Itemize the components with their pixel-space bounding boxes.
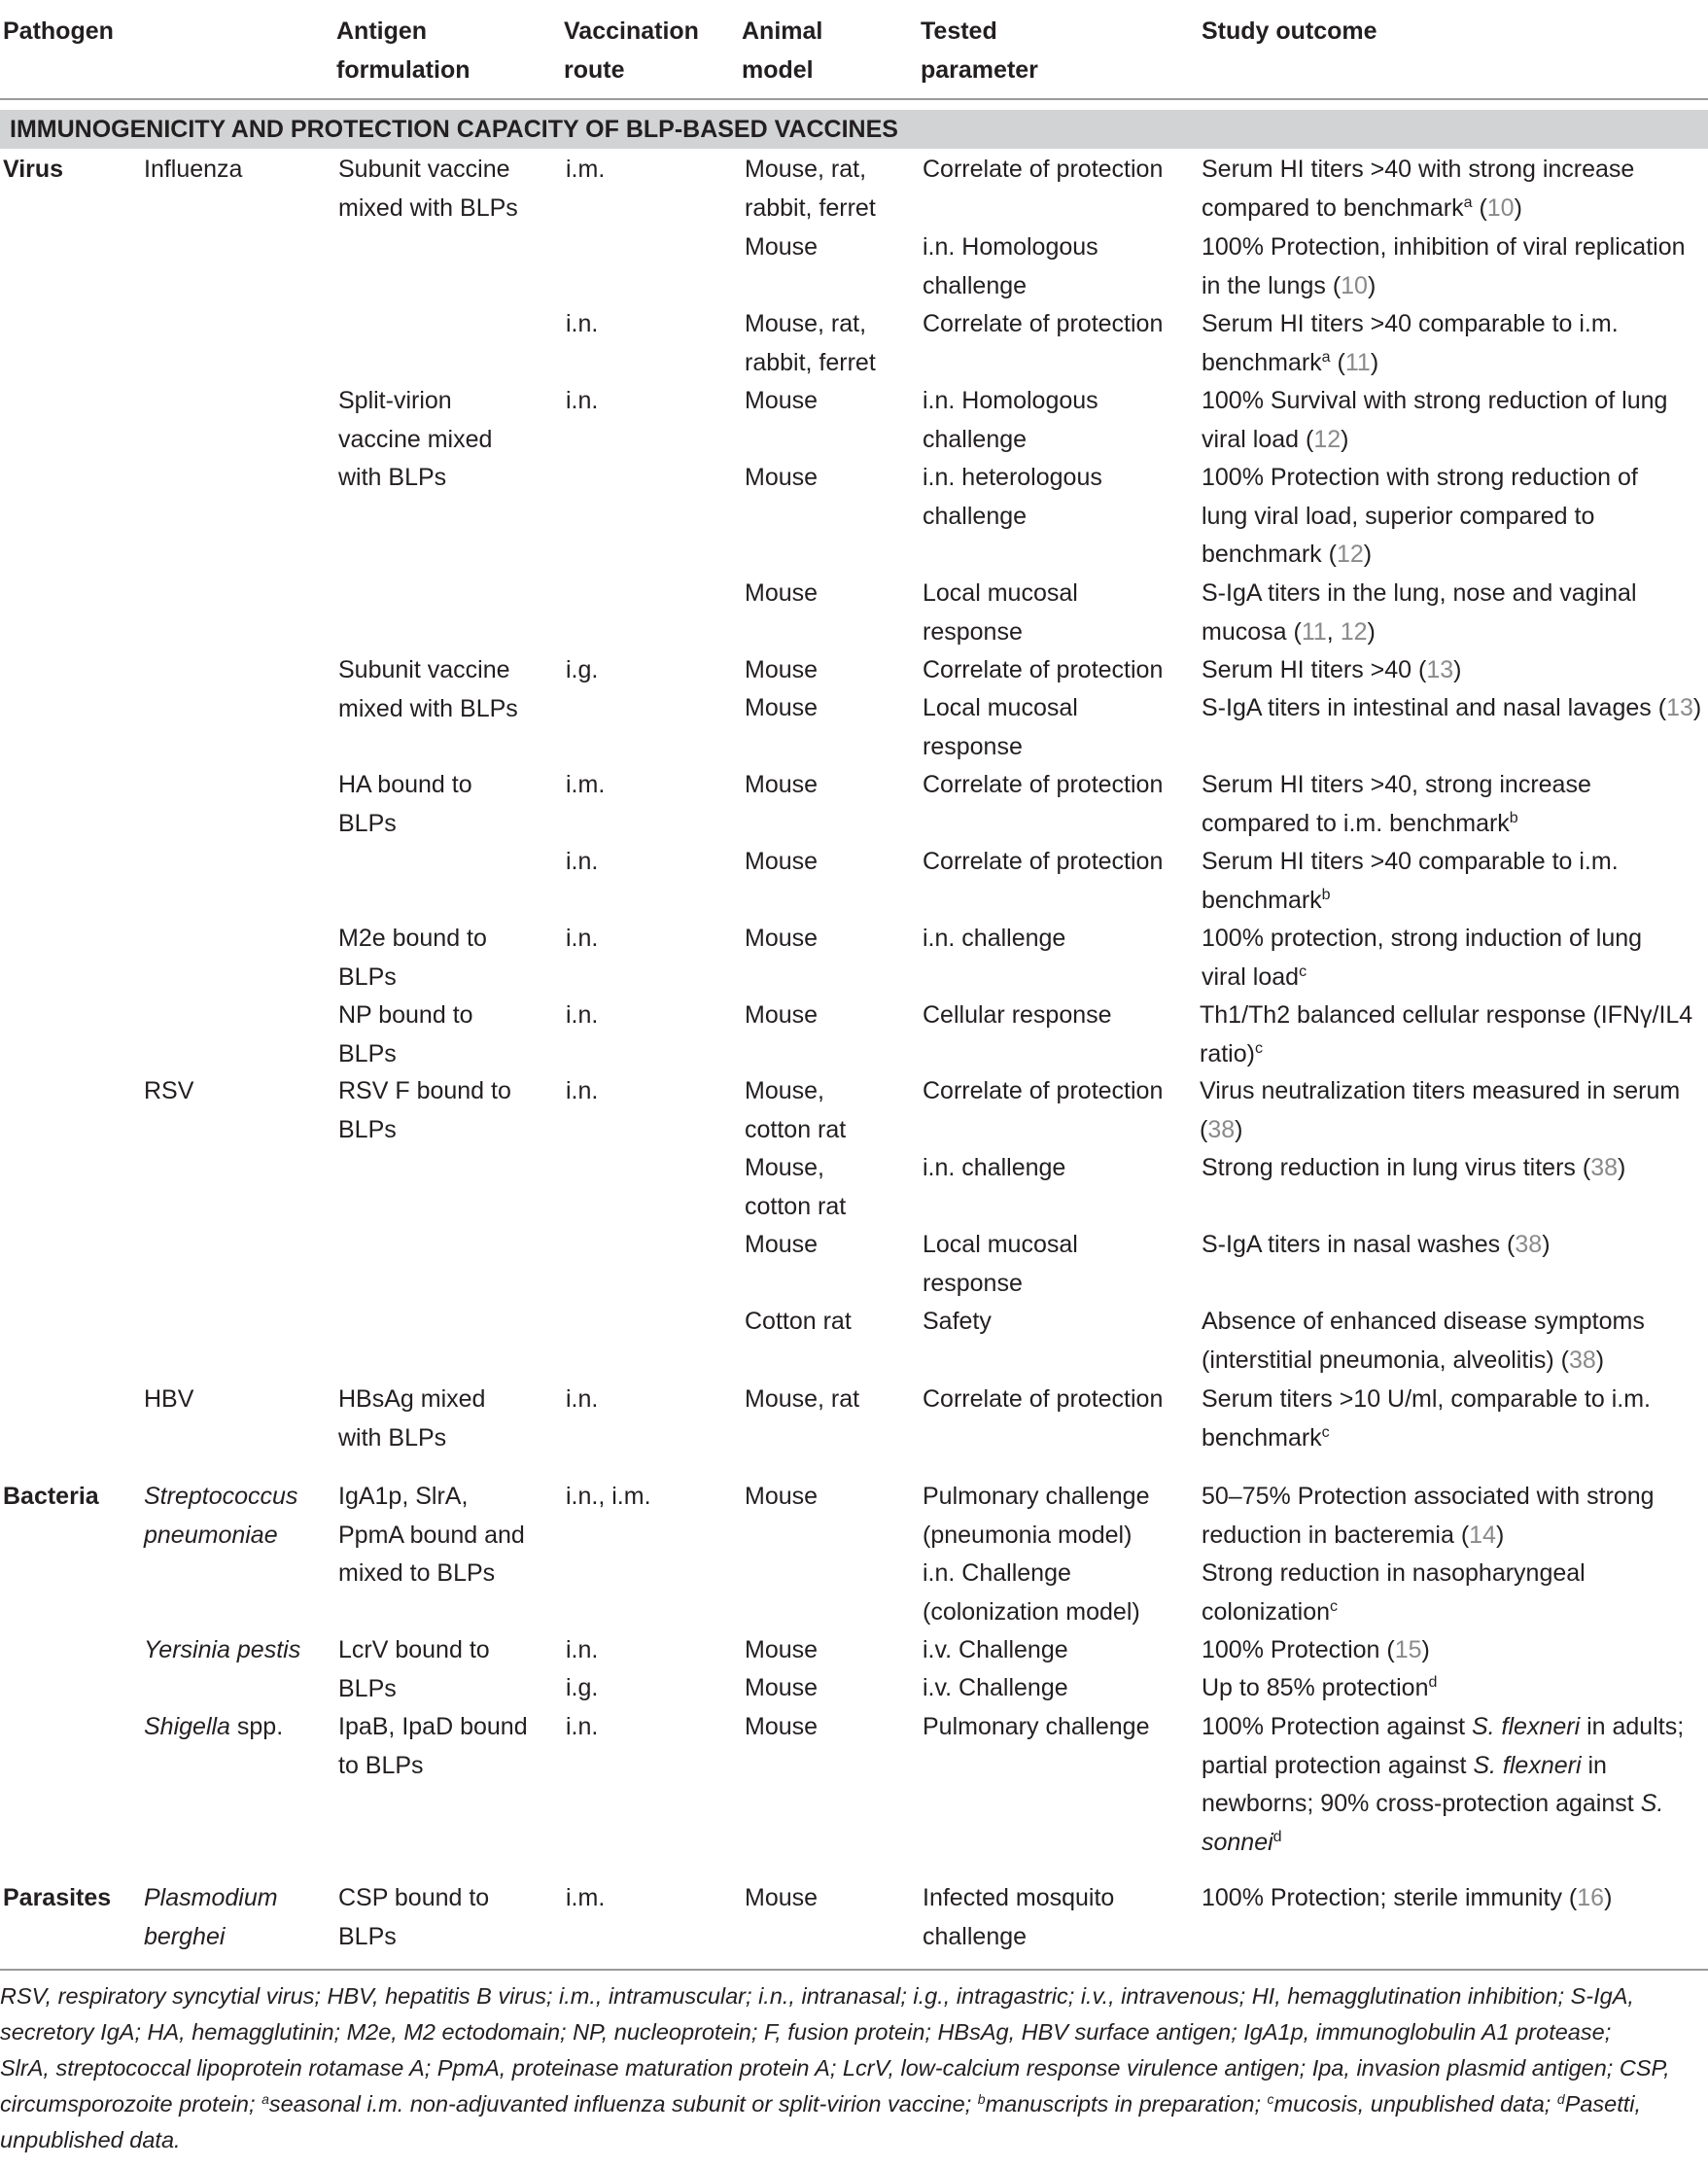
outcome-cell: 100% Protection; sterile immunity (16) [1202,1884,1613,1911]
model-cell: Mouse [745,579,819,607]
outcome-cell: Strong reduction in lung virus titers (38) [1202,1154,1626,1181]
pathogen-streptococcus: Streptococcus pneumoniae [144,1483,298,1549]
model-cell: Mouse, cotton rat [745,1154,847,1220]
route-cell: i.m. [566,1884,606,1911]
model-cell: Mouse, rat, rabbit, ferret [745,310,876,376]
outcome-cell: S-IgA titers in nasal washes (38) [1202,1231,1551,1258]
outcome-cell: Serum HI titers >40 (13) [1202,656,1462,683]
model-cell: Mouse [745,694,819,721]
parameter-cell: Infected mosquito challenge [923,1884,1115,1950]
model-cell: Mouse [745,1231,819,1258]
parameter-cell: i.n. Challenge (colonization model) [923,1559,1140,1626]
model-cell: Mouse [745,771,819,798]
route-cell: i.g. [566,656,599,683]
outcome-cell: 100% Protection with strong reduction of lung viral load, superior compared to benchmark (12) [1202,464,1638,568]
model-cell: Mouse, rat [745,1385,860,1413]
pathogen-shigella: Shigella spp. [144,1713,284,1740]
outcome-cell: Virus neutralization titers measured in serum (38) [1200,1077,1681,1143]
section-title: IMMUNOGENICITY AND PROTECTION CAPACITY OF BLP-BASED VACCINES [10,116,898,143]
parameter-cell: i.v. Challenge [923,1636,1068,1663]
parameter-cell: Pulmonary challenge [923,1713,1150,1740]
model-cell: Mouse [745,1636,819,1663]
route-cell: i.n. [566,387,599,414]
header-vaccination-route: Vaccination route [564,17,699,84]
antigen-m2e: M2e bound to BLPs [338,925,487,991]
parameter-cell: Correlate of protection [923,1385,1164,1413]
route-cell: i.m. [566,771,606,798]
route-cell: i.n., i.m. [566,1483,651,1510]
parameter-cell: Correlate of protection [923,156,1164,183]
model-cell: Mouse [745,1884,819,1911]
parameter-cell: i.v. Challenge [923,1674,1068,1701]
model-cell: Mouse [745,1483,819,1510]
outcome-cell: Absence of enhanced disease symptoms (interstitial pneumonia, alveolitis) (38) [1202,1308,1645,1374]
outcome-cell: 100% Protection, inhibition of viral replication in the lungs (10) [1202,233,1686,299]
antigen-subunit-mixed: Subunit vaccine mixed with BLPs [338,156,518,222]
outcome-cell: Serum HI titers >40 with strong increase compared to benchmark$^a$ (10) [1202,156,1635,222]
pathogen-influenza: Influenza [144,156,243,183]
model-cell: Mouse [745,656,819,683]
parameter-cell: i.n. challenge [923,1154,1066,1181]
route-cell: i.n. [566,848,599,875]
parameter-cell: Correlate of protection [923,656,1164,683]
outcome-cell: Up to 85% protection$^d$ [1202,1674,1438,1701]
route-cell: i.n. [566,925,599,952]
outcome-cell: 50–75% Protection associated with strong reduction in bacteremia (14) [1202,1483,1655,1549]
model-cell: Mouse [745,387,819,414]
outcome-cell: S-IgA titers in the lung, nose and vaginal mucosa (11, 12) [1202,579,1637,646]
model-cell: Mouse [745,1001,819,1029]
header-tested-parameter: Tested parameter [921,17,1038,84]
parameter-cell: Correlate of protection [923,848,1164,875]
parameter-cell: i.n. challenge [923,925,1066,952]
antigen-ha: HA bound to BLPs [338,771,472,837]
antigen-np: NP bound to BLPs [338,1001,473,1067]
outcome-cell: Serum HI titers >40 comparable to i.m. benchmark$^a$ (11) [1202,310,1619,376]
route-cell: i.n. [566,310,599,337]
header-animal-model: Animal model [742,17,823,84]
route-cell: i.g. [566,1674,599,1701]
model-cell: Mouse [745,925,819,952]
route-cell: i.n. [566,1001,599,1029]
model-cell: Mouse [745,1674,819,1701]
outcome-cell: 100% Survival with strong reduction of lung viral load (12) [1202,387,1668,453]
parameter-cell: i.n. heterologous challenge [923,464,1102,530]
pathogen-hbv: HBV [144,1385,194,1413]
model-cell: Mouse [745,464,819,491]
route-cell: i.n. [566,1713,599,1740]
route-cell: i.m. [566,156,606,183]
antigen-ipab: IpaB, IpaD bound to BLPs [338,1713,528,1779]
header-rule [0,98,1708,100]
parameter-cell: i.n. Homologous challenge [923,387,1098,453]
parameter-cell: Pulmonary challenge (pneumonia model) [923,1483,1150,1549]
footer-rule [0,1969,1708,1971]
outcome-cell: 100% protection, strong induction of lung viral load$^c$ [1202,925,1643,991]
model-cell: Mouse, rat, rabbit, ferret [745,156,876,222]
parameter-cell: Cellular response [923,1001,1112,1029]
outcome-cell: Serum HI titers >40, strong increase compared to i.m. benchmark$^b$ [1202,771,1591,837]
section-band [0,110,1708,149]
parameter-cell: Local mucosal response [923,694,1078,760]
outcome-cell: Serum titers >10 U/ml, comparable to i.m. benchmark$^c$ [1202,1385,1651,1452]
route-cell: i.n. [566,1077,599,1104]
parameter-cell: Local mucosal response [923,579,1078,646]
parameter-cell: Safety [923,1308,992,1335]
model-cell: Mouse [745,1713,819,1740]
outcome-cell: Th1/Th2 balanced cellular response (IFNγ/IL4 ratio)$^c$ [1200,1001,1693,1067]
antigen-rsv-f: RSV F bound to BLPs [338,1077,511,1143]
header-pathogen: Pathogen [3,17,114,45]
antigen-csp: CSP bound to BLPs [338,1884,490,1950]
parameter-cell: Local mucosal response [923,1231,1078,1297]
header-study-outcome: Study outcome [1202,17,1377,45]
pathogen-rsv: RSV [144,1077,194,1104]
outcome-cell: 100% Protection against S. flexneri in adults; partial protection against S. flexneri in newborns; 90% cross-protection against S. sonnei$^d$ [1202,1713,1685,1856]
outcome-cell: 100% Protection (15) [1202,1636,1430,1663]
antigen-split-virion: Split-virion vaccine mixed with BLPs [338,387,493,491]
outcome-cell: Serum HI titers >40 comparable to i.m. benchmark$^b$ [1202,848,1619,914]
parameter-cell: Correlate of protection [923,310,1164,337]
pathogen-yersinia: Yersinia pestis [144,1636,301,1663]
outcome-cell: S-IgA titers in intestinal and nasal lavages (13) [1202,694,1702,721]
model-cell: Mouse [745,848,819,875]
group-bacteria: Bacteria [3,1483,99,1510]
antigen-lcrv: LcrV bound to BLPs [338,1636,490,1702]
antigen-subunit-ig: Subunit vaccine mixed with BLPs [338,656,518,722]
footnote: RSV, respiratory syncytial virus; HBV, hepatitis B virus; i.m., intramuscular; i.n., intranasal; i.g., intragastric; i.v., intravenous; HI, hemagglutination inhibition; S-IgA, secretory IgA; HA, hemagglutinin; M2e, M2 ectodomain; NP, nucleoprotein; F, fusion protein; HBsAg, HBV surface antigen; IgA1p, immunoglobulin A1 protease; SlrA, streptococcal lipoprotein rotamase A; PpmA, proteinase maturation protein A; LcrV, low-calcium response virulence antigen; Ipa, invasion plasmid antigen; CSP, circumsporozoite protein; $^a$seasonal i.m. non-adjuvanted influenza subunit or split-virion vaccine; $^b$manuscripts in preparation; $^c$mucosis, unpublished data; $^d$Pasetti, unpublished data. [0,1983,1670,2152]
header-antigen-formulation: Antigen formulation [336,17,471,84]
outcome-cell: Strong reduction in nasopharyngeal colonization$^c$ [1202,1559,1586,1626]
model-cell: Cotton rat [745,1308,852,1335]
parameter-cell: Correlate of protection [923,771,1164,798]
parameter-cell: i.n. Homologous challenge [923,233,1098,299]
antigen-iga1p: IgA1p, SlrA, PpmA bound and mixed to BLPs [338,1483,525,1587]
pathogen-plasmodium: Plasmodium berghei [144,1884,278,1950]
group-virus: Virus [3,156,64,183]
parameter-cell: Correlate of protection [923,1077,1164,1104]
model-cell: Mouse [745,233,819,261]
route-cell: i.n. [566,1636,599,1663]
group-parasites: Parasites [3,1884,112,1911]
antigen-hbsag: HBsAg mixed with BLPs [338,1385,486,1452]
model-cell: Mouse, cotton rat [745,1077,847,1143]
route-cell: i.n. [566,1385,599,1413]
